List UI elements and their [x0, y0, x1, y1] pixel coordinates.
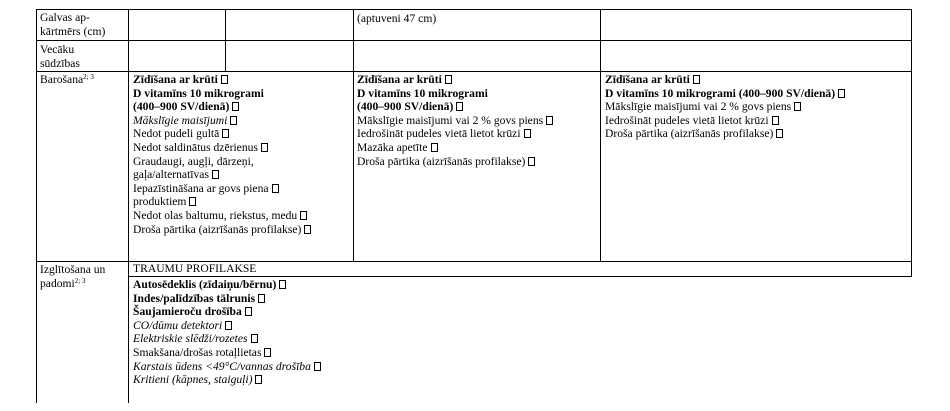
feeding-col2-list — [357, 73, 553, 168]
feeding-item-line — [133, 141, 311, 155]
injury-item-line — [133, 332, 321, 346]
feeding-item-line — [605, 127, 845, 141]
feeding-item-text: Iedrošināt pudeles vietā lietot krūzi — [357, 127, 521, 141]
feeding-item-text: produktiem — [133, 195, 187, 209]
feeding-item-text: Mazāka apetīte — [357, 140, 428, 154]
feeding-item-text: Mākslīgie maisījumi vai 2 % govs piens — [605, 100, 792, 114]
feeding-item-text: Graudaugi, augļi, dārzeņi, — [133, 154, 254, 168]
feeding-item-text: Iepazīstināšana ar govs piena — [133, 181, 269, 195]
checkbox[interactable] — [304, 225, 311, 234]
checkbox[interactable] — [794, 102, 801, 111]
injury-item-text: Kritieni (kāpnes, staiguļi) — [133, 373, 253, 387]
label-education: Izglītošana un padomi$^{2; 3}$ — [40, 263, 106, 290]
injury-item-line — [133, 278, 321, 292]
feeding-item-text: gaļa/alternatīvas — [133, 168, 209, 182]
injury-item-text: Smakšana/drošas rotaļlietas — [133, 345, 262, 359]
checkbox[interactable] — [314, 362, 321, 371]
feeding-item-line — [133, 168, 311, 182]
feeding-item-line — [605, 87, 845, 101]
checkbox[interactable] — [772, 116, 779, 125]
feeding-item-text: Iedrošināt pudeles vietā lietot krūzi — [605, 113, 769, 127]
checkbox[interactable] — [232, 102, 239, 111]
feeding-item-line — [357, 73, 553, 87]
label-feeding: Barošana$^{2; 3}$ — [40, 73, 94, 86]
checkbox[interactable] — [221, 75, 228, 84]
checkbox[interactable] — [272, 184, 279, 193]
injury-item-text: Indes/palīdzības tālrunis — [133, 291, 256, 305]
checkbox[interactable] — [776, 129, 783, 138]
checkbox[interactable] — [251, 334, 258, 343]
checkbox[interactable] — [456, 102, 463, 111]
checkbox[interactable] — [230, 116, 237, 125]
injury-item-line — [133, 373, 321, 387]
feeding-item-line — [133, 73, 311, 87]
checkbox[interactable] — [212, 170, 219, 179]
feeding-item-text: Nedot saldinātus dzērienus — [133, 140, 258, 154]
feeding-item-text: Droša pārtika (aizrīšanās profilakse) — [133, 222, 302, 236]
injury-item-line — [133, 346, 321, 360]
feeding-item-text: Zīdīšana ar krūti — [133, 73, 218, 86]
feeding-item-line — [133, 182, 311, 196]
checkbox[interactable] — [279, 280, 286, 289]
feeding-item-text: D vitamīns 10 mikrogrami (400–900 SV/dienā) — [605, 86, 836, 100]
label-head-circumference: Galvas ap- kārtmērs (cm) — [40, 11, 106, 38]
checkbox[interactable] — [431, 143, 438, 152]
feeding-item-text: Droša pārtika (aizrīšanās profilakse) — [605, 127, 774, 141]
checkbox[interactable] — [524, 129, 531, 138]
feeding-item-line — [133, 127, 311, 141]
feeding-item-text: Mākslīgie maisījumi — [133, 113, 228, 127]
checkbox[interactable] — [222, 129, 229, 138]
checkbox[interactable] — [264, 348, 271, 357]
feeding-item-text: D vitamīns 10 mikrogrami — [357, 86, 488, 100]
label-parent-concerns: Vecāku sūdzības — [40, 43, 80, 70]
checkbox[interactable] — [255, 375, 262, 384]
feeding-item-text: Droša pārtika (aizrīšanās profilakse) — [357, 154, 526, 168]
injury-item-line — [133, 319, 321, 333]
injury-item-line — [133, 292, 321, 306]
feeding-item-line — [133, 195, 311, 209]
injury-item-text: Autosēdeklis (zīdaiņu/bērnu) — [133, 278, 277, 291]
feeding-item-line — [357, 127, 553, 141]
feeding-item-text: Nedot pudeli gultā — [133, 127, 220, 141]
feeding-item-text: (400–900 SV/dienā) — [357, 100, 454, 114]
checkbox[interactable] — [300, 211, 307, 220]
injury-item-line — [133, 305, 321, 319]
feeding-item-line — [357, 141, 553, 155]
injury-item-text: Elektriskie slēdži/rozetes — [133, 332, 248, 346]
feeding-item-line — [357, 114, 553, 128]
checkbox[interactable] — [225, 321, 232, 330]
injury-item-text: Karstais ūdens <49°C/vannas drošība — [133, 359, 311, 373]
feeding-item-line — [133, 155, 311, 169]
checkbox[interactable] — [245, 307, 252, 316]
feeding-item-text: Nedot olas baltumu, riekstus, medu — [133, 208, 298, 222]
feeding-item-line — [133, 209, 311, 223]
feeding-item-line — [357, 155, 553, 169]
checkbox[interactable] — [838, 89, 845, 98]
feeding-item-text: Zīdīšana ar krūti — [605, 73, 690, 86]
feeding-item-line — [357, 87, 553, 101]
feeding-col1-list — [133, 73, 311, 236]
checkbox[interactable] — [189, 197, 196, 206]
feeding-item-line — [133, 223, 311, 237]
feeding-item-line — [605, 114, 845, 128]
feeding-item-text: Mākslīgie maisījumi vai 2 % govs piens — [357, 113, 544, 127]
injury-item-text: Šaujamieroču drošība — [133, 305, 242, 319]
head-circumference-value: (aptuveni 47 cm) — [357, 12, 437, 25]
feeding-item-line — [357, 100, 553, 114]
feeding-item-line — [605, 100, 845, 114]
checkbox[interactable] — [693, 75, 700, 84]
feeding-item-text: Zīdīšana ar krūti — [357, 73, 442, 86]
injury-item-line — [133, 360, 321, 374]
feeding-item-line — [133, 100, 311, 114]
feeding-item-line — [133, 114, 311, 128]
checkbox[interactable] — [258, 294, 265, 303]
feeding-item-line — [133, 87, 311, 101]
checkbox[interactable] — [546, 116, 553, 125]
injury-prevention-list — [133, 278, 321, 387]
feeding-col3-list — [605, 73, 845, 141]
feeding-item-text: D vitamīns 10 mikrogrami — [133, 86, 264, 100]
injury-item-text: CO/dūmu detektori — [133, 318, 223, 332]
feeding-item-line — [605, 73, 845, 87]
checkbox[interactable] — [261, 143, 268, 152]
feeding-item-text: (400–900 SV/dienā) — [133, 100, 230, 114]
injury-prevention-header: TRAUMU PROFILAKSE — [133, 262, 257, 275]
checkbox[interactable] — [445, 75, 452, 84]
checkbox[interactable] — [528, 157, 535, 166]
